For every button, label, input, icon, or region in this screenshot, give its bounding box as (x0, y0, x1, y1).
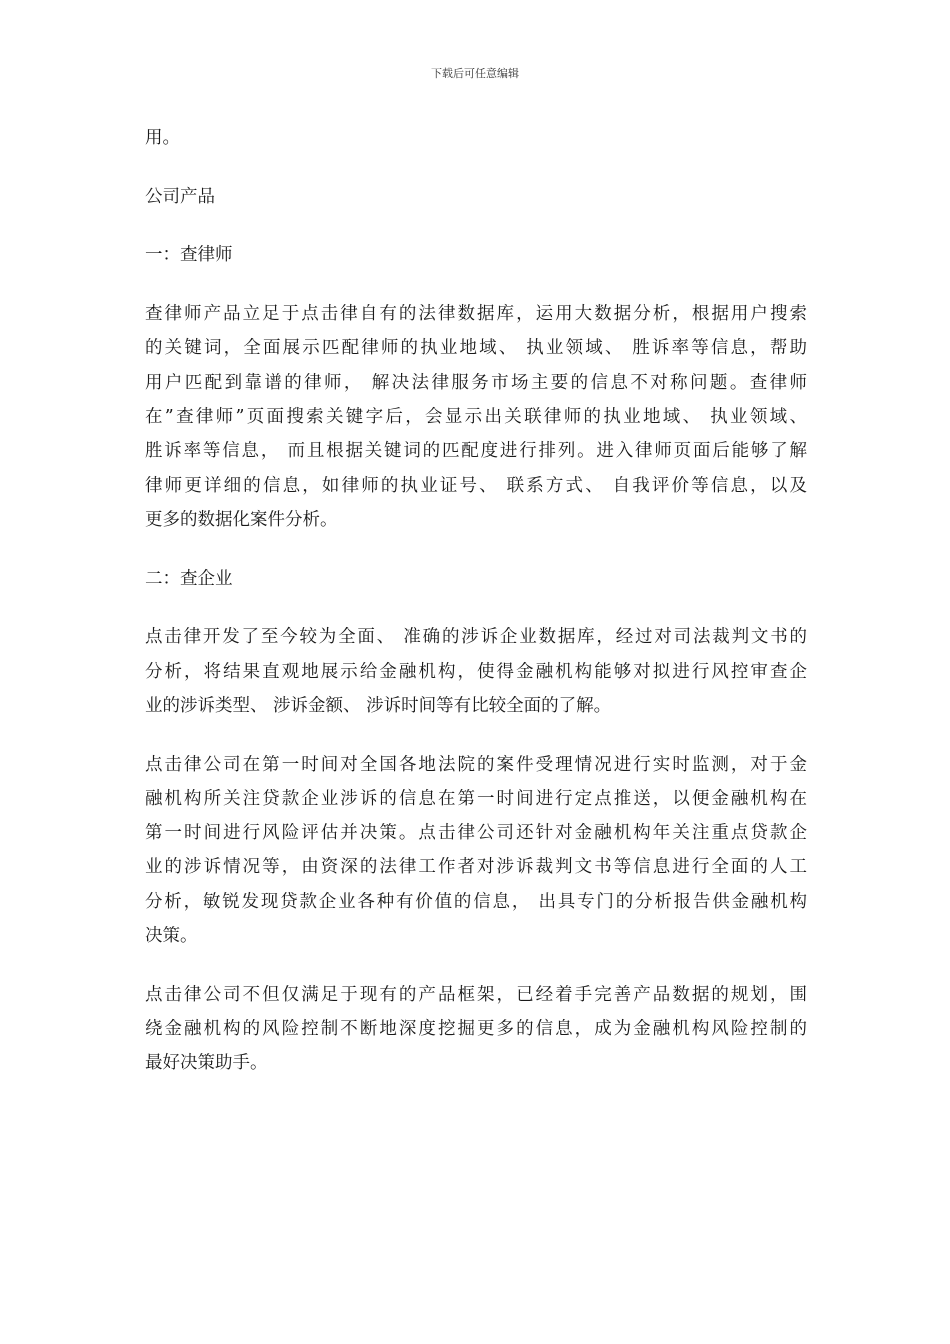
text-line: 分析，敏锐发现贷款企业各种有价值的信息， 出具专门的分析报告供金融机构 (145, 891, 807, 912)
text-line: 点击律公司不但仅满足于现有的产品框架，已经着手完善产品数据的规划，围 (145, 984, 807, 1005)
text-line: 业的涉诉情况等，由资深的法律工作者对涉诉裁判文书等信息进行全面的人工 (145, 857, 807, 878)
text-line: 胜诉率等信息， 而且根据关键词的匹配度进行排列。进入律师页面后能够了解 (145, 441, 807, 462)
text-line: 业的涉诉类型、 涉诉金额、 涉诉时间等有比较全面的了解。 (145, 695, 612, 716)
text-line: 点击律开发了至今较为全面、 准确的涉诉企业数据库，经过对司法裁判文书的 (145, 627, 807, 648)
text-line: 绕金融机构的风险控制不断地深度挖掘更多的信息，成为金融机构风险控制的 (145, 1018, 807, 1039)
text-line: 最好决策助手。 (145, 1053, 268, 1074)
paragraph-gap (145, 537, 807, 561)
text-line: 用。 (145, 128, 180, 148)
paragraph-gap (145, 723, 807, 747)
paragraph-gap (145, 596, 807, 620)
paragraph-gap (145, 273, 807, 297)
text-line: 查律师产品立足于点击律自有的法律数据库，运用大数据分析，根据用户搜索 (145, 304, 807, 325)
text-line: 一：查律师 (145, 245, 233, 266)
paragraph-gap (145, 155, 807, 179)
document-body (145, 121, 807, 1081)
text-line: 在”查律师”页面搜索关键字后，会显示出关联律师的执业地域、 执业领域、 (145, 406, 807, 427)
text-line: 二：查企业 (145, 568, 233, 589)
text-line: 的关键词，全面展示匹配律师的执业地域、 执业领域、 胜诉率等信息，帮助 (145, 338, 807, 359)
paragraph-gap (145, 214, 807, 238)
text-line: 分析，将结果直观地展示给金融机构，使得金融机构能够对拟进行风控审查企 (145, 661, 807, 682)
text-line: 决策。 (145, 925, 198, 946)
page-header: 下载后可任意编辑 (431, 67, 519, 80)
text-line: 融机构所关注贷款企业涉诉的信息在第一时间进行定点推送，以便金融机构在 (145, 788, 807, 809)
text-line: 用户匹配到靠谱的律师， 解决法律服务市场主要的信息不对称问题。查律师 (145, 372, 807, 393)
text-line: 第一时间进行风险评估并决策。点击律公司还针对金融机构年关注重点贷款企 (145, 823, 807, 844)
text-line: 点击律公司在第一时间对全国各地法院的案件受理情况进行实时监测，对于金 (145, 754, 807, 775)
text-line: 律师更详细的信息，如律师的执业证号、 联系方式、 自我评价等信息，以及 (145, 475, 807, 496)
text-line: 更多的数据化案件分析。 (145, 509, 338, 530)
text-line: 公司产品 (145, 186, 215, 207)
paragraph-gap (145, 953, 807, 977)
